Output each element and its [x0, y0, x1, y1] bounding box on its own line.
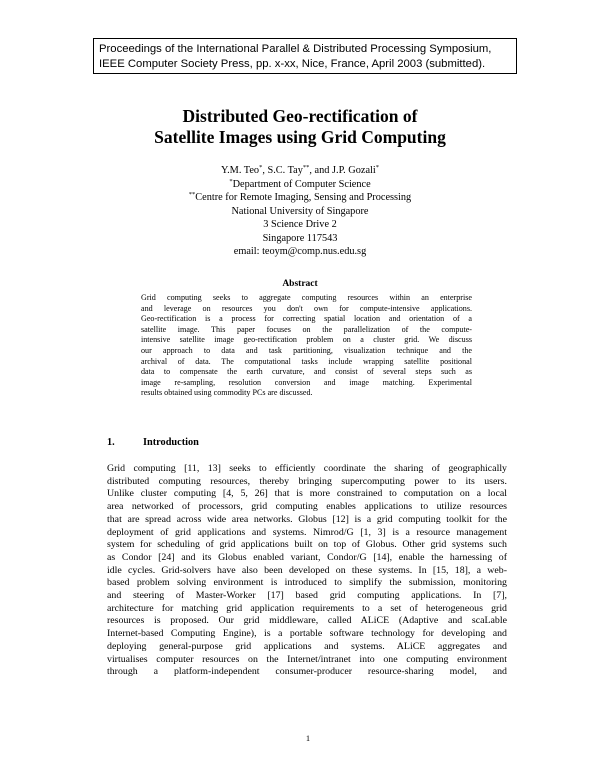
abstract-line: archival of data. The computational tasks include wrapping satellite positional: [141, 356, 472, 366]
section-title: Introduction: [143, 437, 199, 448]
body-line: through a platform-independent consumer-producer resource-sharing model, and: [107, 666, 507, 678]
abstract-line: results obtained using commodity PCs are discussed.: [141, 388, 313, 398]
section-number: 1.: [107, 437, 115, 448]
affiliation-1-mark: *: [229, 177, 233, 185]
body-line: distributed computing resources, thereby bringing supercomputing power to its users.: [107, 475, 507, 487]
body-line: as Condor [24] and its Globus enabled variant, Condor/G [14], enable the harnessing of: [107, 551, 507, 563]
page-number: 1: [305, 733, 311, 743]
author-1: Y.M. Teo: [220, 165, 260, 176]
body-line: Unlike cluster computing [4, 5, 26] that is more constrained to computation on a local: [107, 488, 507, 500]
abstract-line: satellite image. This paper focuses on the parallelization of the compute-: [141, 324, 472, 334]
body-line: system for scheduling of grid applications built on top of Globus. Other grid systems such: [107, 539, 507, 551]
abstract-line: and leverage on resources you don't own for compute-intensive applications.: [141, 303, 472, 313]
body-line: that are spread across wide area networks. Globus [12] is a grid computing toolkit for the: [107, 513, 507, 525]
affiliation-2-text: Centre for Remote Imaging, Sensing and Processing: [195, 192, 412, 203]
proceedings-line-1: Proceedings of the International Parallel & Distributed Processing Symposium,: [99, 43, 492, 55]
body-line: resources is proposed. Our grid middleware, called ALiCE (Adaptive and scaLable: [107, 615, 507, 627]
author-names: [0, 164, 600, 178]
affiliation-1-text: Department of Computer Science: [232, 178, 371, 190]
author-1-mark: *: [259, 164, 263, 171]
affiliation-2-mark: **: [188, 191, 196, 198]
affiliation-university: National University of Singapore: [231, 205, 369, 217]
author-2-mark: **: [302, 164, 310, 171]
affiliation-1: [0, 178, 600, 192]
body-line: area networked of processors, grid computing enables applications to utilize resources: [107, 501, 507, 513]
author-3-mark: *: [375, 164, 380, 171]
abstract-line: image re-sampling, resolution conversion and image matching. Experimental: [141, 377, 472, 387]
body-line: architecture for matching grid application requirements to a set of heterogeneous grid: [107, 602, 507, 614]
author-block: [0, 164, 600, 259]
section-heading-introduction: [107, 436, 199, 449]
body-line: based problem solving environment is introduced to simplify the submission, monitoring: [107, 577, 507, 589]
affiliation-street: 3 Science Drive 2: [263, 219, 337, 230]
abstract-text: [141, 293, 472, 399]
affiliation-city: Singapore 117543: [262, 232, 338, 244]
author-3: , and J.P. Gozali: [309, 165, 376, 176]
abstract-line: Grid computing seeks to aggregate computing resources within an enterprise: [141, 293, 472, 302]
author-2: , S.C. Tay: [262, 165, 303, 176]
abstract-line: Geo-rectification is a process for correcting spatial location and orientation of a: [141, 314, 472, 324]
body-line: deployment of grid applications and systems. Nimrod/G [1, 3] is a resource management: [107, 526, 507, 538]
abstract-line: our approach to data and task partitioning, visualization technique and the: [141, 345, 472, 355]
abstract-heading: Abstract: [282, 279, 318, 289]
abstract-line: intensive satellite image geo-rectification problem on a cluster grid. We discuss: [141, 335, 472, 345]
title-line-1: Distributed Geo-rectification of: [182, 106, 418, 126]
body-line: Grid computing [11, 13] seeks to efficiently coordinate the sharing of geographically: [107, 463, 507, 474]
proceedings-header-box: [93, 38, 517, 74]
affiliation-2: [0, 191, 600, 205]
introduction-body: [107, 463, 507, 679]
body-line: Internet-based Computing Engine), is a portable software technology for developing and: [107, 628, 507, 640]
body-line: deploying general-purpose grid applications and systems. ALiCE aggregates and: [107, 640, 507, 652]
body-line: idle cycles. Grid-solvers have also been developed on these systems. In [15, 18], a web-: [107, 564, 507, 576]
abstract-line: data to compensate the earth curvature, and consist of several steps such as: [141, 367, 472, 377]
paper-title: [0, 106, 600, 148]
body-line: virtualises computer resources on the Internet/intranet into one computing environment: [107, 653, 507, 665]
title-line-2: Satellite Images using Grid Computing: [154, 127, 446, 147]
body-line: and steering of Master-Worker [17] based grid computing applications. In [7],: [107, 590, 507, 602]
author-email: email: teoym@comp.nus.edu.sg: [233, 246, 367, 257]
proceedings-line-2: IEEE Computer Society Press, pp. x-xx, Nice, France, April 2003 (submitted).: [99, 58, 486, 70]
